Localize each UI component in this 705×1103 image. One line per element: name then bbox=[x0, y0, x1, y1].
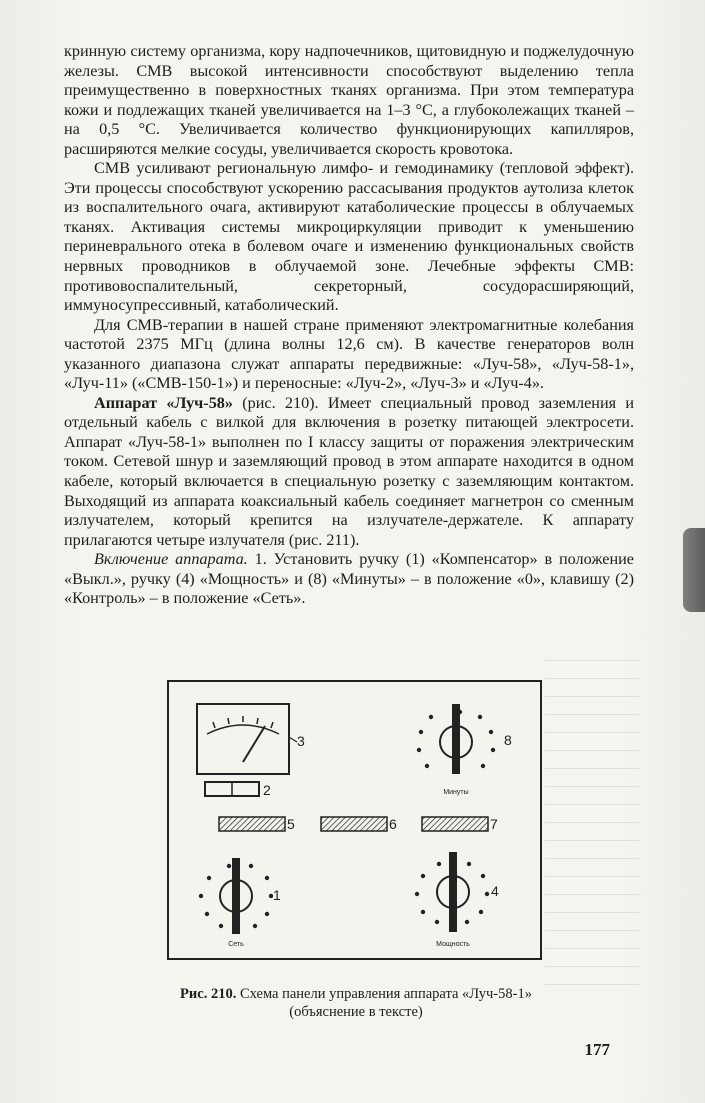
figure-caption bbox=[96, 985, 616, 1021]
label-8: 8 bbox=[504, 732, 512, 748]
indicator-bars bbox=[219, 816, 498, 832]
minutes-knob bbox=[417, 704, 512, 796]
meter-gauge bbox=[197, 704, 305, 774]
label-3: 3 bbox=[297, 733, 305, 749]
figure-number: Рис. 210. bbox=[180, 986, 237, 1002]
meter-needle bbox=[243, 726, 265, 762]
caption-line-1 bbox=[96, 985, 616, 1003]
paragraph-3: Для СМВ-терапии в нашей стране применяют электромагнитные колебания частотой 2375 МГц (длина волны 12,6 см). В качестве генераторов волн указанного диапазона служат аппараты передвижные: «Луч-58», «Луч-58-1», «Луч-11» («СМВ-150-1») и переносные: «Луч-2», «Луч-3» и «Луч-4». bbox=[64, 315, 634, 393]
label-1: 1 bbox=[273, 887, 281, 903]
paragraph-5-text: 1. Установить ручку (1) «Компенсатор» в положение «Выкл.», ручку (4) «Мощность» и (8) «Минуты» – в положение «0», клавишу (2) «Контроль» – в положение «Сеть». bbox=[64, 550, 634, 608]
caption-title: Схема панели управления аппарата «Луч-58-1» bbox=[236, 986, 532, 1002]
paragraph-5 bbox=[64, 550, 634, 609]
control-key bbox=[205, 782, 271, 798]
thumb-index-tab bbox=[683, 528, 705, 612]
label-4: 4 bbox=[491, 883, 499, 899]
network-label: Сеть bbox=[228, 941, 244, 948]
paragraph-4 bbox=[64, 394, 634, 550]
bleed-through-text bbox=[545, 660, 640, 990]
paragraph-2: СМВ усиливают региональную лимфо- и гемодинамику (тепловой эффект). Эти процессы способствуют ускорению рассасывания продуктов аутолиза клеток из воспалительного очага, активируют катаболические процессы в облучаемых тканях. Активация системы микроциркуляции приводит к уменьшению периневрального отека в болевом очаге и изменению функциональных свойств нервных проводников в облучаемой зоне. Лечебные эффекты СМВ: противовоспалительный, секреторный, сосудорасширяющий, иммуносупрессивный, катаболический. bbox=[64, 159, 634, 315]
network-knob bbox=[199, 858, 281, 948]
apparatus-heading: Аппарат «Луч-58» bbox=[94, 393, 233, 412]
label-7: 7 bbox=[490, 816, 498, 832]
body-text bbox=[64, 42, 634, 609]
indicator-bar-6 bbox=[321, 817, 387, 831]
switch-on-heading: Включение аппарата. bbox=[94, 550, 248, 569]
paragraph-4-text: (рис. 210). Имеет специальный провод заземления и отдельный кабель с вилкой для включения в розетку питающей электросети. Аппарат «Луч-58-1» выполнен по I классу защиты от поражения электрическим током. Сетевой шнур и заземляющий провод в этом аппарате находится в одном кабеле, который включается в специальную розетку с заземляющим контактом. Выходящий из аппарата коаксиальный кабель соединяет магнетрон со сменным излучателем, который крепится на излучателе-держателе. К аппарату прилагаются четыре излучателя (рис. 211). bbox=[64, 393, 634, 549]
indicator-bar-7 bbox=[422, 817, 488, 831]
label-6: 6 bbox=[389, 816, 397, 832]
label-5: 5 bbox=[287, 816, 295, 832]
page-number: 177 bbox=[584, 1040, 610, 1059]
caption-line-2: (объяснение в тексте) bbox=[289, 1004, 423, 1020]
paragraph-1: кринную систему организма, кору надпочечников, щитовидную и поджелудочную железы. СМВ высокой интенсивности способствуют выделению тепла преимущественно в поверхностных тканях организма. При этом температура кожи и подлежащих тканей увеличивается на 1–3 °С, а глубоколежащих тканей – на 0,5 °С. Увеличивается количество функционирующих капилляров, расширяются мелкие сосуды, увеличивается скорость кровотока. bbox=[64, 42, 634, 158]
control-panel-diagram bbox=[169, 682, 544, 962]
label-2: 2 bbox=[263, 782, 271, 798]
indicator-bar-5 bbox=[219, 817, 285, 831]
minutes-label: Минуты bbox=[443, 789, 469, 796]
power-knob bbox=[415, 852, 499, 948]
control-panel-figure bbox=[167, 680, 542, 960]
power-label: Мощность bbox=[436, 941, 470, 948]
